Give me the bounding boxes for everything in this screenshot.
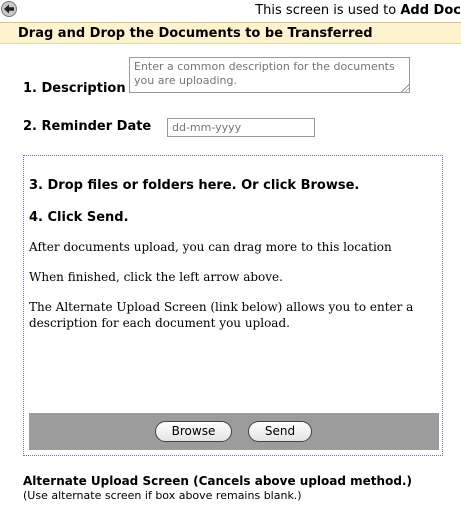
alternate-note: (Use alternate screen if box above remains blank.) xyxy=(23,489,302,502)
screen-purpose-text xyxy=(255,3,461,18)
description-label: 1. Description xyxy=(23,81,126,96)
button-bar xyxy=(29,413,439,450)
alternate-info-text: The Alternate Upload Screen (link below) allows you to enter a description for each document you upload. xyxy=(29,300,414,330)
screen-purpose-bold: Add Doc xyxy=(400,3,461,18)
send-instruction: 4. Click Send. xyxy=(29,210,129,225)
drag-more-text: After documents upload, you can drag more to this location xyxy=(29,240,392,254)
top-bar xyxy=(0,0,461,23)
reminder-date-input[interactable] xyxy=(167,118,315,137)
screen-purpose-plain: This screen is used to xyxy=(255,3,401,18)
reminder-date-label: 2. Reminder Date xyxy=(23,119,152,134)
drop-instruction: 3. Drop files or folders here. Or click Browse. xyxy=(29,178,360,193)
back-arrow-icon[interactable] xyxy=(1,1,17,17)
resize-grip-icon[interactable] xyxy=(401,84,409,92)
alternate-upload-link[interactable]: Alternate Upload Screen (Cancels above upload method.) xyxy=(23,474,412,488)
send-button[interactable]: Send xyxy=(248,421,312,442)
finished-text: When finished, click the left arrow above. xyxy=(29,270,283,284)
back-arrow-glyph xyxy=(3,3,15,15)
section-title: Drag and Drop the Documents to be Transferred xyxy=(0,23,461,44)
drop-zone[interactable] xyxy=(23,155,443,456)
browse-button[interactable]: Browse xyxy=(155,421,232,442)
description-field[interactable] xyxy=(129,57,410,93)
